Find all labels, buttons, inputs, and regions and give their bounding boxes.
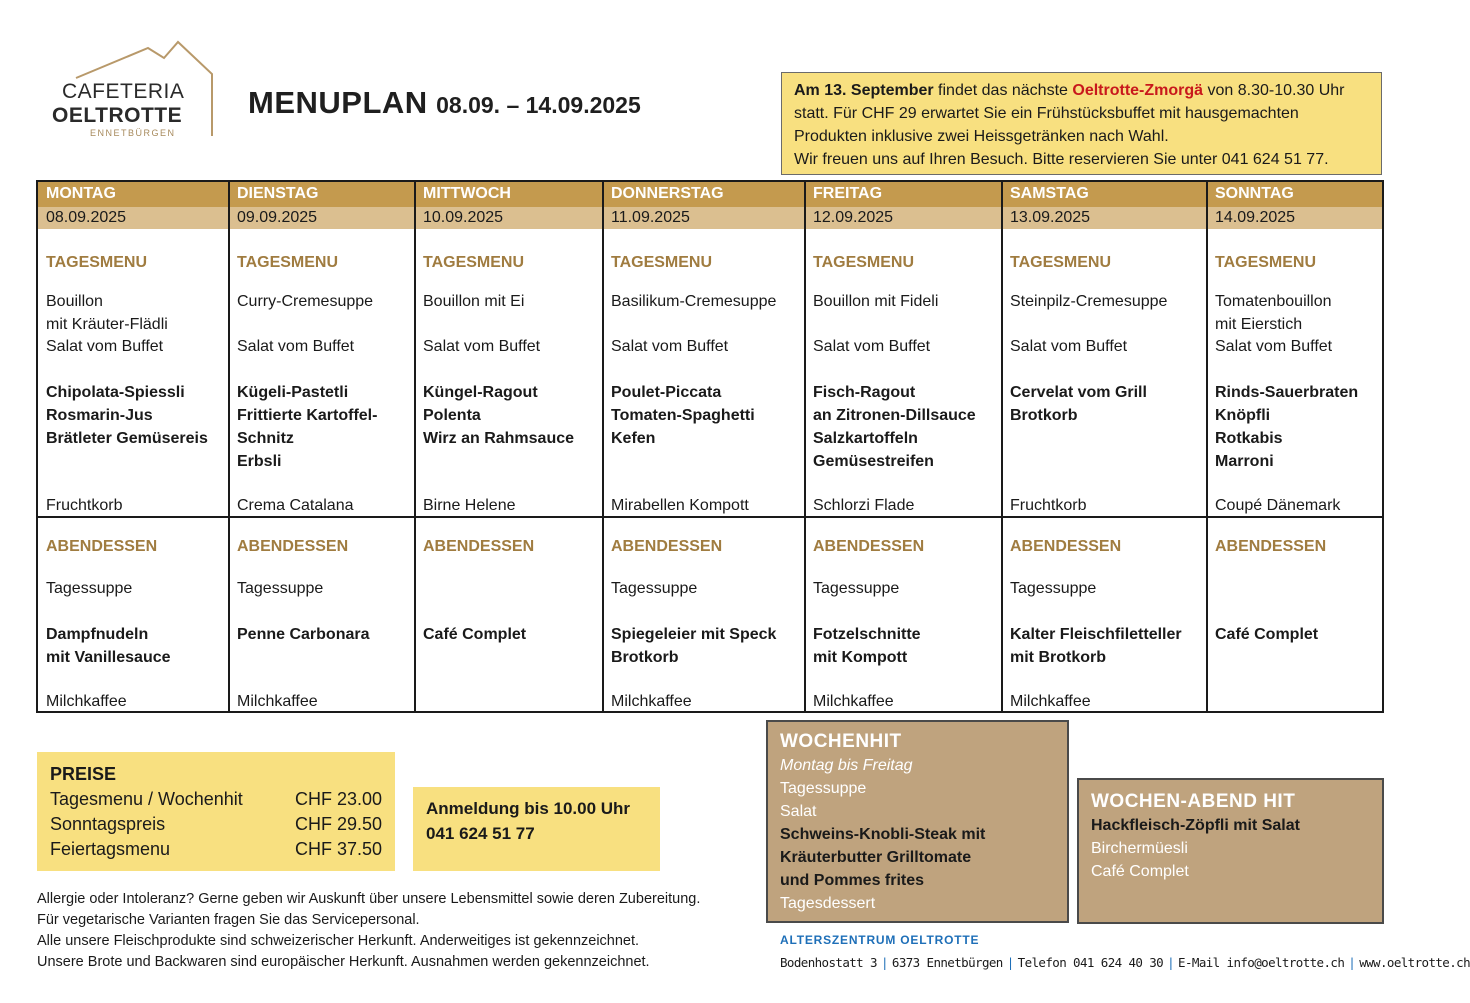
day-column	[38, 182, 229, 711]
footer-separator: |	[1348, 955, 1356, 970]
evening-soup: Tagessuppe	[237, 580, 324, 597]
day-column	[1002, 182, 1207, 711]
wochenhit-soup: Tagessuppe	[780, 780, 867, 797]
abendhit-main: Hackfleisch-Zöpfli mit Salat	[1091, 817, 1300, 834]
logo-text-cafeteria: CAFETERIA	[62, 80, 185, 103]
evening-main: Café Complet	[1215, 626, 1319, 643]
abendessen-label: ABENDESSEN	[813, 538, 925, 555]
price-row	[50, 837, 382, 862]
soup-item: mit Kräuter-Flädli	[46, 316, 168, 333]
day-name: SAMSTAG	[1002, 182, 1207, 207]
price-row	[50, 787, 382, 812]
evening-main: mit Kompott	[813, 649, 908, 666]
main-dish: Polenta	[423, 407, 481, 424]
soup-item: Curry-Cremesuppe	[237, 293, 374, 310]
day-date: 14.09.2025	[1207, 207, 1382, 229]
day-column	[603, 182, 805, 711]
evening-main: Dampfnudeln	[46, 626, 149, 643]
tagesmenu-label: TAGESMENU	[46, 254, 148, 271]
wochenhit-main: Kräuterbutter Grilltomate	[780, 849, 972, 866]
dessert-item: Fruchtkorb	[1010, 497, 1087, 514]
announcement-event-name: Oeltrotte-Zmorgä	[1072, 82, 1204, 99]
day-name: MONTAG	[38, 182, 229, 207]
abendessen-label: ABENDESSEN	[611, 538, 723, 555]
abendessen-label: ABENDESSEN	[46, 538, 158, 555]
salad-item: Salat vom Buffet	[46, 338, 164, 355]
main-dish: Rinds-Sauerbraten	[1215, 384, 1359, 401]
footer-phone: Telefon 041 624 40 30	[1017, 955, 1164, 970]
tagesmenu-label: TAGESMENU	[813, 254, 915, 271]
column-divider	[228, 182, 230, 711]
announcement-box	[781, 72, 1382, 175]
announcement-text: findet das nächste	[933, 82, 1073, 99]
dessert-item: Birne Helene	[423, 497, 516, 514]
main-dish: Kefen	[611, 430, 656, 447]
footer-separator: |	[1167, 955, 1175, 970]
main-dish: Rotkabis	[1215, 430, 1283, 447]
wochenhit-main: und Pommes frites	[780, 872, 925, 889]
main-dish: Schnitz	[237, 430, 294, 447]
evening-main: Fotzelschnitte	[813, 626, 921, 643]
price-label: Tagesmenu / Wochenhit	[50, 789, 243, 809]
evening-main: Brotkorb	[611, 649, 679, 666]
footer-contact	[780, 955, 1470, 970]
price-value: CHF 23.00	[294, 789, 382, 809]
note-line: Unsere Brote und Backwaren sind europäischer Herkunft. Ausnahmen werden gekennzeichnet.	[37, 954, 650, 970]
title-dates: 08.09. – 14.09.2025	[436, 92, 641, 118]
evening-main: mit Vanillesauce	[46, 649, 171, 666]
day-column	[229, 182, 415, 711]
salad-item: Salat vom Buffet	[813, 338, 931, 355]
note-line: Allergie oder Intoleranz? Gerne geben wir Auskunft über unsere Lebensmittel sowie deren Zubereitung.	[37, 891, 701, 907]
tagesmenu-label: TAGESMENU	[611, 254, 713, 271]
dessert-item: Fruchtkorb	[46, 497, 123, 514]
evening-main: Kalter Fleischfiletteller	[1010, 626, 1182, 643]
salad-item: Salat vom Buffet	[237, 338, 355, 355]
main-dish: Brätleter Gemüsereis	[46, 430, 208, 447]
wochenhit-dessert: Tagesdessert	[780, 895, 876, 912]
wochenhit-subtitle: Montag bis Freitag	[780, 757, 913, 774]
footer-org-name: ALTERSZENTRUM OELTROTTE	[780, 933, 980, 947]
day-date: 10.09.2025	[415, 207, 603, 229]
evening-main: mit Brotkorb	[1010, 649, 1106, 666]
announcement-date: Am 13. September	[794, 82, 934, 99]
main-dish: Chipolata-Spiessli	[46, 384, 185, 401]
footer-separator: |	[1006, 955, 1014, 970]
footer-website[interactable]: www.oeltrotte.ch	[1359, 955, 1470, 970]
evening-drink: Milchkaffee	[611, 693, 692, 710]
soup-item: Bouillon mit Ei	[423, 293, 525, 310]
day-date: 11.09.2025	[603, 207, 805, 229]
day-date: 13.09.2025	[1002, 207, 1207, 229]
day-column	[805, 182, 1002, 711]
wochenhit-title: WOCHENHIT	[780, 731, 902, 752]
main-dish: Marroni	[1215, 453, 1274, 470]
column-divider	[804, 182, 806, 711]
dessert-item: Mirabellen Kompott	[611, 497, 749, 514]
evening-drink: Milchkaffee	[1010, 693, 1091, 710]
announcement-time: von 8.30-10.30 Uhr	[1203, 82, 1345, 99]
day-name: DONNERSTAG	[603, 182, 805, 207]
price-row	[50, 812, 382, 837]
main-dish: Frittierte Kartoffel-	[237, 407, 378, 424]
day-date: 09.09.2025	[229, 207, 415, 229]
footer-email[interactable]: E-Mail info@oeltrotte.ch	[1178, 955, 1345, 970]
abendessen-label: ABENDESSEN	[1010, 538, 1122, 555]
day-date: 08.09.2025	[38, 207, 229, 229]
day-name: SONNTAG	[1207, 182, 1382, 207]
dessert-item: Crema Catalana	[237, 497, 354, 514]
wochenhit-box	[766, 720, 1069, 923]
evening-soup: Tagessuppe	[46, 580, 133, 597]
note-line: Alle unsere Fleischprodukte sind schweizerischer Herkunft. Anderweitiges ist gekennzeichnet.	[37, 933, 640, 949]
logo-text-ennetbuergen: ENNETBÜRGEN	[90, 128, 176, 138]
tagesmenu-label: TAGESMENU	[1010, 254, 1112, 271]
abendessen-label: ABENDESSEN	[423, 538, 535, 555]
column-divider	[1001, 182, 1003, 711]
main-dish: Knöpfli	[1215, 407, 1271, 424]
tagesmenu-label: TAGESMENU	[423, 254, 525, 271]
main-dish: Fisch-Ragout	[813, 384, 916, 401]
dessert-item: Schlorzi Flade	[813, 497, 915, 514]
main-dish: Erbsli	[237, 453, 282, 470]
cafeteria-logo	[50, 40, 220, 140]
footer-separator: |	[880, 955, 888, 970]
wochenhit-salad: Salat	[780, 803, 817, 820]
column-divider	[1206, 182, 1208, 711]
main-dish: Wirz an Rahmsauce	[423, 430, 575, 447]
tagesmenu-label: TAGESMENU	[1215, 254, 1317, 271]
soup-item: Bouillon	[46, 293, 103, 310]
allergy-notes	[37, 889, 700, 973]
prices-box	[37, 752, 395, 871]
price-value: CHF 37.50	[294, 839, 382, 859]
evening-main: Spiegeleier mit Speck	[611, 626, 777, 643]
weekly-menu-table	[36, 180, 1384, 713]
salad-item: Salat vom Buffet	[1215, 338, 1333, 355]
main-dish: Salzkartoffeln	[813, 430, 918, 447]
evening-soup: Tagessuppe	[1010, 580, 1097, 597]
abendessen-label: ABENDESSEN	[1215, 538, 1327, 555]
day-column	[415, 182, 603, 711]
column-divider	[602, 182, 604, 711]
page-title	[248, 85, 641, 121]
abendhit-title: WOCHEN-ABEND HIT	[1091, 791, 1296, 812]
soup-item: mit Eierstich	[1215, 316, 1303, 333]
evening-soup: Tagessuppe	[813, 580, 900, 597]
registration-deadline: Anmeldung bis 10.00 Uhr	[426, 799, 631, 818]
main-dish: Tomaten-Spaghetti	[611, 407, 755, 424]
day-name: DIENSTAG	[229, 182, 415, 207]
column-divider	[414, 182, 416, 711]
day-name: FREITAG	[805, 182, 1002, 207]
evening-drink: Milchkaffee	[813, 693, 894, 710]
salad-item: Salat vom Buffet	[611, 338, 729, 355]
prices-title: PREISE	[50, 764, 117, 784]
main-dish: Küngel-Ragout	[423, 384, 538, 401]
dessert-item: Coupé Dänemark	[1215, 497, 1341, 514]
main-dish: Gemüsestreifen	[813, 453, 934, 470]
footer-city: 6373 Ennetbürgen	[891, 955, 1003, 970]
evening-main: Penne Carbonara	[237, 626, 370, 643]
note-line: Für vegetarische Varianten fragen Sie das Servicepersonal.	[37, 912, 420, 928]
day-name: MITTWOCH	[415, 182, 603, 207]
price-label: Feiertagsmenu	[50, 839, 171, 859]
price-label: Sonntagspreis	[50, 814, 166, 834]
wochen-abend-hit-box	[1077, 778, 1384, 924]
main-dish: an Zitronen-Dillsauce	[813, 407, 976, 424]
registration-phone: 041 624 51 77	[426, 824, 535, 843]
salad-item: Salat vom Buffet	[1010, 338, 1128, 355]
soup-item: Steinpilz-Cremesuppe	[1010, 293, 1168, 310]
announcement-line-4: Wir freuen uns auf Ihren Besuch. Bitte reservieren Sie unter 041 624 51 77.	[794, 151, 1329, 168]
salad-item: Salat vom Buffet	[423, 338, 541, 355]
footer-address: Bodenhostatt 3	[780, 955, 877, 970]
evening-main: Café Complet	[423, 626, 527, 643]
day-date: 12.09.2025	[805, 207, 1002, 229]
evening-drink: Milchkaffee	[237, 693, 318, 710]
abendessen-label: ABENDESSEN	[237, 538, 349, 555]
price-value: CHF 29.50	[294, 814, 382, 834]
registration-box	[413, 787, 660, 871]
soup-item: Basilikum-Cremesuppe	[611, 293, 777, 310]
abendhit-item: Café Complet	[1091, 863, 1189, 880]
soup-item: Tomatenbouillon	[1215, 293, 1332, 310]
tagesmenu-label: TAGESMENU	[237, 254, 339, 271]
abendhit-item: Birchermüesli	[1091, 840, 1188, 857]
logo-text-oeltrotte: OELTROTTE	[52, 104, 183, 127]
evening-soup: Tagessuppe	[611, 580, 698, 597]
title-menuplan: MENUPLAN	[248, 85, 428, 120]
day-column	[1207, 182, 1382, 711]
main-dish: Kügeli-Pastetli	[237, 384, 349, 401]
main-dish: Brotkorb	[1010, 407, 1078, 424]
soup-item: Bouillon mit Fideli	[813, 293, 939, 310]
main-dish: Poulet-Piccata	[611, 384, 722, 401]
announcement-line-2: statt. Für CHF 29 erwartet Sie ein Frühstücksbuffet mit hausgemachten	[794, 105, 1299, 122]
wochenhit-main: Schweins-Knobli-Steak mit	[780, 826, 986, 843]
main-dish: Rosmarin-Jus	[46, 407, 153, 424]
main-dish: Cervelat vom Grill	[1010, 384, 1147, 401]
evening-drink: Milchkaffee	[46, 693, 127, 710]
announcement-line-3: Produkten inklusive zwei Heissgetränken nach Wahl.	[794, 128, 1169, 145]
announcement-line-1	[794, 79, 1369, 102]
